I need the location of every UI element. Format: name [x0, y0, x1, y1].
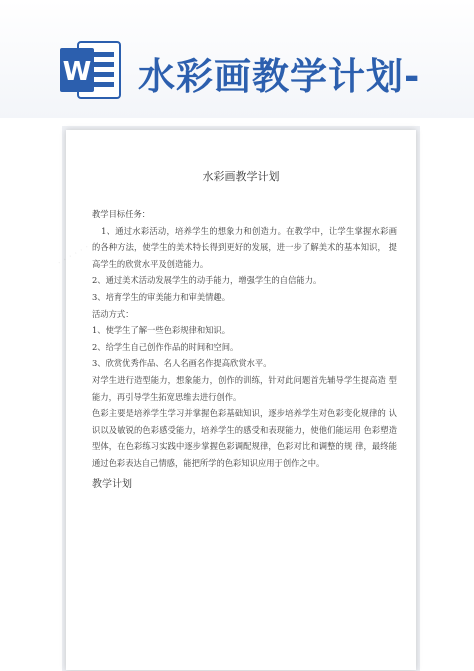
- paragraph: 1、使学生了解一些色彩规律和知识。: [92, 325, 231, 336]
- document-body: [92, 206, 397, 493]
- header-title: 水彩画教学计划-: [138, 55, 421, 98]
- paragraph: 2、给学生自己创作作品的时间和空间。: [92, 341, 239, 352]
- section-heading: 教学计划: [92, 478, 132, 490]
- document-page: [55, 130, 416, 670]
- paragraph: 对学生进行造型能力，想象能力，创作的训练，针对此问题首先辅导学生提高造 型能力，再引导学生拓宽思维去进行创作。: [92, 374, 397, 402]
- header-banner: [0, 0, 474, 118]
- paragraph: 教学目标任务：: [92, 209, 151, 219]
- paragraph: 活动方式：: [92, 308, 134, 319]
- paragraph: 3、培育学生的审美能力和审美情趣。: [92, 291, 231, 302]
- watermark-mark: · · · · · ·: [55, 241, 92, 270]
- word-doc-icon: [60, 38, 122, 102]
- svg-text:W: W: [62, 57, 92, 87]
- paragraph: 3、欣赏优秀作品、名人名画名作提高欣赏水平。: [92, 358, 272, 369]
- paragraph: 色彩主要是培养学生学习并掌握色彩基础知识，逐步培养学生对色彩变化规律的 认识以及敏锐的色彩感受能力，培养学生的感受和表现能力，使他们能运用 色彩塑造型体，在色彩练习实践中逐步掌握色彩调配规律，色彩对比和调整的规 律，最终能通过色彩表达自己情感，能把所学的色彩知识应用于创作之中。: [92, 408, 397, 468]
- paragraph: 2、通过美术活动发展学生的动手能力，增强学生的自信能力。: [92, 275, 322, 286]
- document-title: 水彩画教学计划: [202, 170, 280, 183]
- paragraph: 1、通过水彩活动，培养学生的想象力和创造力。在教学中，让学生掌握水彩画 的各种方法，使学生的美术特长得到更好的发展，进一步了解美术的基本知识， 提高学生的欣赏水平及创造能力。: [92, 225, 397, 269]
